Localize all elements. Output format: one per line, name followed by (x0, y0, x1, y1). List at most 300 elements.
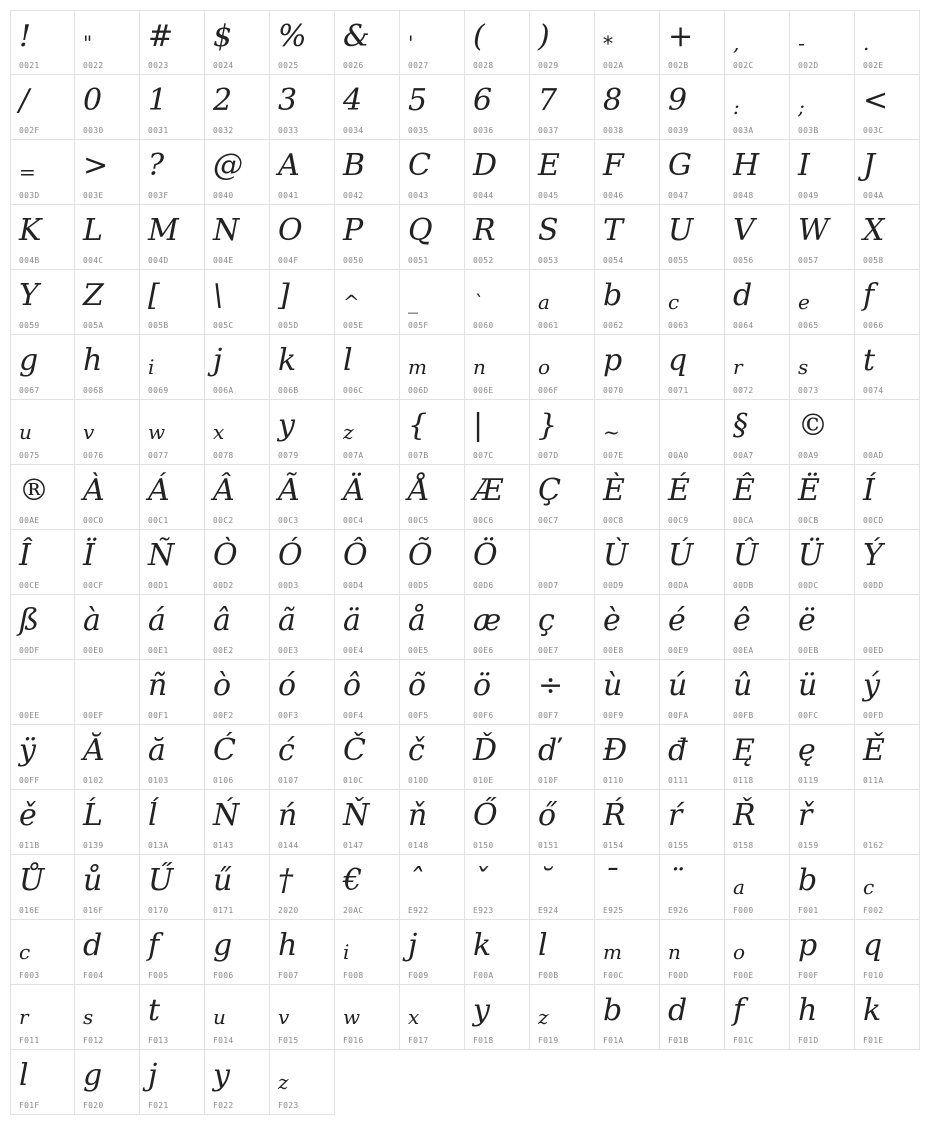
glyph-sample: : (733, 95, 740, 119)
glyph-cell (205, 205, 270, 270)
glyph-cell (595, 530, 660, 595)
glyph-sample: Ï (83, 538, 95, 573)
glyph-codepoint-label: 005F (408, 321, 429, 330)
glyph-sample: F (603, 148, 624, 183)
glyph-codepoint-label: 004F (278, 256, 299, 265)
glyph-sample: d (83, 928, 103, 963)
glyph-cell (595, 205, 660, 270)
glyph-sample: t (863, 343, 876, 378)
glyph-codepoint-label: 00DF (19, 646, 40, 655)
glyph-cell (205, 985, 270, 1050)
glyph-codepoint-label: 00FC (798, 711, 819, 720)
glyph-codepoint-label: 00EF (83, 711, 104, 720)
glyph-codepoint-label: 0033 (278, 126, 299, 135)
glyph-sample: ý (863, 668, 880, 703)
glyph-codepoint-label: F01B (668, 1036, 689, 1045)
glyph-sample: 1 (148, 83, 168, 118)
glyph-codepoint-label: 005E (343, 321, 364, 330)
glyph-cell (400, 855, 465, 920)
glyph-sample: x (213, 420, 225, 444)
glyph-sample: A (278, 148, 300, 183)
glyph-sample: ű (213, 863, 233, 898)
glyph-sample: w (148, 420, 166, 444)
glyph-codepoint-label: F020 (83, 1101, 104, 1110)
glyph-codepoint-label: F007 (278, 971, 299, 980)
glyph-codepoint-label: 003A (733, 126, 754, 135)
glyph-codepoint-label: 00C5 (408, 516, 429, 525)
glyph-codepoint-label: 0077 (148, 451, 169, 460)
glyph-sample: Î (19, 538, 31, 573)
glyph-sample: J (863, 148, 876, 183)
glyph-codepoint-label: 002B (668, 61, 689, 70)
glyph-codepoint-label: 00F7 (538, 711, 559, 720)
glyph-cell (270, 205, 335, 270)
glyph-sample: d (668, 993, 688, 1028)
glyph-cell (335, 10, 400, 75)
glyph-sample: ; (798, 95, 805, 119)
glyph-codepoint-label: 0150 (473, 841, 494, 850)
glyph-codepoint-label: 010D (408, 776, 429, 785)
glyph-cell (725, 75, 790, 140)
glyph-cell (400, 400, 465, 465)
glyph-cell (855, 140, 920, 205)
glyph-cell (790, 595, 855, 660)
glyph-cell (140, 75, 205, 140)
glyph-cell (140, 10, 205, 75)
glyph-sample: Ć (213, 733, 236, 768)
glyph-codepoint-label: 00CF (83, 581, 104, 590)
glyph-cell (530, 465, 595, 530)
glyph-cell (270, 530, 335, 595)
glyph-codepoint-label: 0023 (148, 61, 169, 70)
glyph-sample: Ñ (148, 538, 175, 573)
glyph-sample: p (798, 928, 818, 963)
glyph-sample: ô (343, 668, 362, 703)
glyph-grid (10, 10, 920, 1115)
glyph-codepoint-label: 0045 (538, 191, 559, 200)
glyph-codepoint-label: 002C (733, 61, 754, 70)
glyph-codepoint-label: 00E7 (538, 646, 559, 655)
glyph-codepoint-label: 0078 (213, 451, 234, 460)
glyph-codepoint-label: 00A7 (733, 451, 754, 460)
glyph-codepoint-label: F010 (863, 971, 884, 980)
glyph-sample: ň (408, 798, 428, 833)
glyph-sample: ¯ (603, 863, 618, 898)
glyph-sample: V (733, 213, 755, 248)
glyph-cell (335, 140, 400, 205)
glyph-sample: y (473, 993, 490, 1028)
glyph-cell (790, 855, 855, 920)
glyph-cell (530, 855, 595, 920)
glyph-codepoint-label: 00EB (798, 646, 819, 655)
glyph-cell (530, 530, 595, 595)
glyph-cell (790, 660, 855, 725)
glyph-codepoint-label: 007D (538, 451, 559, 460)
glyph-cell (660, 660, 725, 725)
glyph-cell (595, 270, 660, 335)
glyph-codepoint-label: 0071 (668, 386, 689, 395)
glyph-sample: ď (538, 733, 558, 768)
glyph-sample: s (83, 1005, 94, 1029)
glyph-cell (660, 140, 725, 205)
glyph-sample: Ř (733, 798, 756, 833)
glyph-sample: 0 (83, 83, 103, 118)
glyph-codepoint-label: 0024 (213, 61, 234, 70)
glyph-sample: ő (538, 798, 557, 833)
glyph-cell (725, 660, 790, 725)
glyph-sample: È (603, 473, 625, 508)
glyph-sample: Â (213, 473, 235, 508)
glyph-cell (205, 855, 270, 920)
glyph-cell (75, 595, 140, 660)
glyph-cell (530, 270, 595, 335)
glyph-codepoint-label: 00CE (19, 581, 40, 590)
glyph-cell (75, 1050, 140, 1115)
glyph-codepoint-label: 003E (83, 191, 104, 200)
glyph-cell (660, 725, 725, 790)
glyph-cell (855, 10, 920, 75)
glyph-sample: Ď (473, 733, 498, 768)
glyph-sample: < (863, 83, 889, 118)
glyph-codepoint-label: 00E1 (148, 646, 169, 655)
glyph-sample: ę (798, 733, 816, 768)
glyph-cell (725, 205, 790, 270)
glyph-codepoint-label: 003C (863, 126, 884, 135)
glyph-sample: h (278, 928, 298, 963)
glyph-sample: T (603, 213, 624, 248)
glyph-sample: \ (213, 278, 224, 313)
glyph-cell (205, 140, 270, 205)
glyph-sample: g (213, 928, 233, 963)
glyph-cell (270, 75, 335, 140)
glyph-codepoint-label: F012 (83, 1036, 104, 1045)
glyph-cell (205, 270, 270, 335)
glyph-codepoint-label: 00D7 (538, 581, 559, 590)
glyph-cell (335, 270, 400, 335)
glyph-codepoint-label: E923 (473, 906, 494, 915)
glyph-codepoint-label: 007E (603, 451, 624, 460)
glyph-codepoint-label: 00DD (863, 581, 884, 590)
glyph-sample: ] (278, 278, 290, 313)
glyph-cell (855, 790, 920, 855)
glyph-codepoint-label: 00A0 (668, 451, 689, 460)
glyph-sample: l (538, 928, 548, 963)
glyph-cell (10, 855, 75, 920)
glyph-codepoint-label: F019 (538, 1036, 559, 1045)
glyph-codepoint-label: 002E (863, 61, 884, 70)
glyph-cell (660, 855, 725, 920)
glyph-sample: % (278, 19, 307, 54)
glyph-cell (205, 1050, 270, 1115)
glyph-codepoint-label: 0162 (863, 841, 884, 850)
glyph-sample: ú (668, 668, 688, 703)
glyph-cell (595, 10, 660, 75)
glyph-cell (530, 595, 595, 660)
glyph-codepoint-label: 0049 (798, 191, 819, 200)
glyph-cell (10, 660, 75, 725)
glyph-codepoint-label: 0032 (213, 126, 234, 135)
glyph-sample: t (148, 993, 161, 1028)
glyph-codepoint-label: 0044 (473, 191, 494, 200)
glyph-cell (140, 205, 205, 270)
glyph-sample: õ (408, 668, 427, 703)
glyph-codepoint-label: F001 (798, 906, 819, 915)
glyph-sample: M (148, 213, 179, 248)
glyph-codepoint-label: 00F3 (278, 711, 299, 720)
glyph-codepoint-label: F006 (213, 971, 234, 980)
glyph-sample: " (83, 31, 93, 55)
glyph-codepoint-label: F00C (603, 971, 624, 980)
glyph-codepoint-label: 004E (213, 256, 234, 265)
glyph-codepoint-label: 00F2 (213, 711, 234, 720)
glyph-cell (790, 140, 855, 205)
glyph-cell (725, 10, 790, 75)
glyph-sample: Ë (798, 473, 820, 508)
glyph-cell (335, 790, 400, 855)
glyph-codepoint-label: F01C (733, 1036, 754, 1045)
glyph-codepoint-label: 003F (148, 191, 169, 200)
glyph-cell (790, 75, 855, 140)
glyph-cell (725, 920, 790, 985)
glyph-sample: å (408, 603, 426, 638)
glyph-sample: e (798, 290, 810, 314)
glyph-codepoint-label: 00E4 (343, 646, 364, 655)
glyph-codepoint-label: 0139 (83, 841, 104, 850)
glyph-cell (530, 335, 595, 400)
glyph-codepoint-label: 00FF (19, 776, 40, 785)
glyph-sample: K (19, 213, 42, 248)
glyph-sample: Ç (538, 473, 561, 508)
glyph-codepoint-label: 00C6 (473, 516, 494, 525)
glyph-sample: 2 (213, 83, 233, 118)
glyph-cell (660, 465, 725, 530)
glyph-sample: u (19, 420, 32, 444)
glyph-sample: z (343, 420, 354, 444)
glyph-sample: L (83, 213, 103, 248)
glyph-sample: / (19, 83, 30, 118)
glyph-codepoint-label: 0025 (278, 61, 299, 70)
glyph-cell (530, 140, 595, 205)
glyph-codepoint-label: 00CB (798, 516, 819, 525)
glyph-cell (400, 790, 465, 855)
glyph-sample: m (603, 940, 622, 964)
glyph-cell (855, 530, 920, 595)
glyph-cell (75, 205, 140, 270)
glyph-codepoint-label: 0148 (408, 841, 429, 850)
glyph-sample: Ö (473, 538, 498, 573)
glyph-cell (205, 660, 270, 725)
glyph-sample: Á (148, 473, 170, 508)
glyph-cell (790, 400, 855, 465)
glyph-sample: Õ (408, 538, 433, 573)
glyph-sample: û (733, 668, 753, 703)
glyph-codepoint-label: 00F5 (408, 711, 429, 720)
glyph-cell (725, 790, 790, 855)
glyph-cell (790, 10, 855, 75)
glyph-cell (400, 335, 465, 400)
glyph-sample: á (148, 603, 166, 638)
glyph-cell (205, 920, 270, 985)
glyph-sample: Ó (278, 538, 303, 573)
glyph-sample: ( (473, 19, 485, 54)
glyph-codepoint-label: 004A (863, 191, 884, 200)
glyph-codepoint-label: 007A (343, 451, 364, 460)
glyph-cell (335, 530, 400, 595)
glyph-sample: Ò (213, 538, 238, 573)
glyph-cell (660, 400, 725, 465)
glyph-cell (855, 660, 920, 725)
glyph-cell (660, 205, 725, 270)
glyph-codepoint-label: 0158 (733, 841, 754, 850)
glyph-codepoint-label: 00D3 (278, 581, 299, 590)
glyph-codepoint-label: 00D1 (148, 581, 169, 590)
glyph-codepoint-label: 00F6 (473, 711, 494, 720)
glyph-cell (465, 335, 530, 400)
glyph-codepoint-label: F021 (148, 1101, 169, 1110)
glyph-cell (400, 140, 465, 205)
glyph-cell (270, 790, 335, 855)
glyph-cell (855, 985, 920, 1050)
glyph-cell (725, 985, 790, 1050)
glyph-sample: Y (19, 278, 39, 313)
glyph-cell (595, 660, 660, 725)
glyph-cell (140, 140, 205, 205)
glyph-sample: { (408, 408, 428, 443)
glyph-codepoint-label: 0057 (798, 256, 819, 265)
glyph-cell (595, 855, 660, 920)
glyph-sample: U (668, 213, 694, 248)
glyph-codepoint-label: F022 (213, 1101, 234, 1110)
glyph-sample: b (603, 993, 623, 1028)
glyph-codepoint-label: 0050 (343, 256, 364, 265)
glyph-cell (75, 725, 140, 790)
glyph-codepoint-label: 0056 (733, 256, 754, 265)
glyph-cell (725, 140, 790, 205)
glyph-cell (725, 465, 790, 530)
glyph-sample: Ě (863, 733, 885, 768)
glyph-cell (790, 985, 855, 1050)
glyph-cell (335, 465, 400, 530)
glyph-cell (465, 530, 530, 595)
glyph-sample: ë (798, 603, 816, 638)
glyph-cell (725, 270, 790, 335)
glyph-codepoint-label: 0147 (343, 841, 364, 850)
glyph-sample: Đ (603, 733, 628, 768)
glyph-codepoint-label: 0154 (603, 841, 624, 850)
glyph-codepoint-label: 0036 (473, 126, 494, 135)
glyph-codepoint-label: 0155 (668, 841, 689, 850)
glyph-cell (75, 10, 140, 75)
glyph-cell (140, 985, 205, 1050)
glyph-cell (270, 660, 335, 725)
glyph-cell (855, 855, 920, 920)
glyph-codepoint-label: E925 (603, 906, 624, 915)
glyph-sample: | (473, 408, 484, 443)
glyph-codepoint-label: 0052 (473, 256, 494, 265)
glyph-sample: 5 (408, 83, 428, 118)
glyph-codepoint-label: 007B (408, 451, 429, 460)
glyph-codepoint-label: 00CD (863, 516, 884, 525)
glyph-codepoint-label: F011 (19, 1036, 40, 1045)
glyph-sample: * (603, 31, 613, 55)
glyph-codepoint-label: 004B (19, 256, 40, 265)
glyph-cell (400, 660, 465, 725)
glyph-cell (660, 920, 725, 985)
glyph-codepoint-label: 0026 (343, 61, 364, 70)
glyph-codepoint-label: 0119 (798, 776, 819, 785)
glyph-cell (465, 400, 530, 465)
glyph-codepoint-label: 0029 (538, 61, 559, 70)
glyph-codepoint-label: 005A (83, 321, 104, 330)
glyph-codepoint-label: 00DA (668, 581, 689, 590)
glyph-codepoint-label: F017 (408, 1036, 429, 1045)
glyph-codepoint-label: 006C (343, 386, 364, 395)
glyph-codepoint-label: 010E (473, 776, 494, 785)
glyph-codepoint-label: 00F1 (148, 711, 169, 720)
glyph-codepoint-label: 010C (343, 776, 364, 785)
glyph-codepoint-label: 003D (19, 191, 40, 200)
glyph-sample: G (668, 148, 692, 183)
glyph-cell (335, 75, 400, 140)
glyph-sample: Ă (83, 733, 105, 768)
glyph-cell (140, 790, 205, 855)
glyph-sample: † (278, 863, 293, 898)
glyph-codepoint-label: 0048 (733, 191, 754, 200)
glyph-codepoint-label: 006D (408, 386, 429, 395)
glyph-cell (465, 855, 530, 920)
glyph-sample: Ê (733, 473, 755, 508)
glyph-cell (270, 725, 335, 790)
glyph-codepoint-label: 0031 (148, 126, 169, 135)
glyph-sample: l (343, 343, 353, 378)
glyph-sample: r (19, 1005, 29, 1029)
glyph-codepoint-label: 00A9 (798, 451, 819, 460)
glyph-sample: p (603, 343, 623, 378)
glyph-codepoint-label: 006E (473, 386, 494, 395)
glyph-cell (400, 465, 465, 530)
glyph-sample: ß (19, 603, 40, 638)
glyph-codepoint-label: 0144 (278, 841, 299, 850)
glyph-sample: j (408, 928, 418, 963)
glyph-cell (725, 400, 790, 465)
glyph-codepoint-label: 00FB (733, 711, 754, 720)
glyph-codepoint-label: 0107 (278, 776, 299, 785)
glyph-codepoint-label: 004D (148, 256, 169, 265)
glyph-codepoint-label: F00B (538, 971, 559, 980)
glyph-sample: b (798, 863, 818, 898)
glyph-codepoint-label: F01F (19, 1101, 40, 1110)
glyph-codepoint-label: 0034 (343, 126, 364, 135)
glyph-cell (725, 725, 790, 790)
glyph-sample: ů (83, 863, 103, 898)
glyph-codepoint-label: 00E0 (83, 646, 104, 655)
glyph-sample: b (603, 278, 623, 313)
glyph-codepoint-label: 00FA (668, 711, 689, 720)
glyph-codepoint-label: 00C2 (213, 516, 234, 525)
glyph-codepoint-label: 0065 (798, 321, 819, 330)
glyph-cell (10, 75, 75, 140)
glyph-codepoint-label: F005 (148, 971, 169, 980)
glyph-cell (270, 400, 335, 465)
glyph-sample: Ę (733, 733, 755, 768)
glyph-codepoint-label: F015 (278, 1036, 299, 1045)
glyph-codepoint-label: 004C (83, 256, 104, 265)
glyph-cell (270, 10, 335, 75)
glyph-sample: č (408, 733, 425, 768)
glyph-cell (855, 400, 920, 465)
glyph-sample: ù (603, 668, 623, 703)
glyph-cell (790, 465, 855, 530)
